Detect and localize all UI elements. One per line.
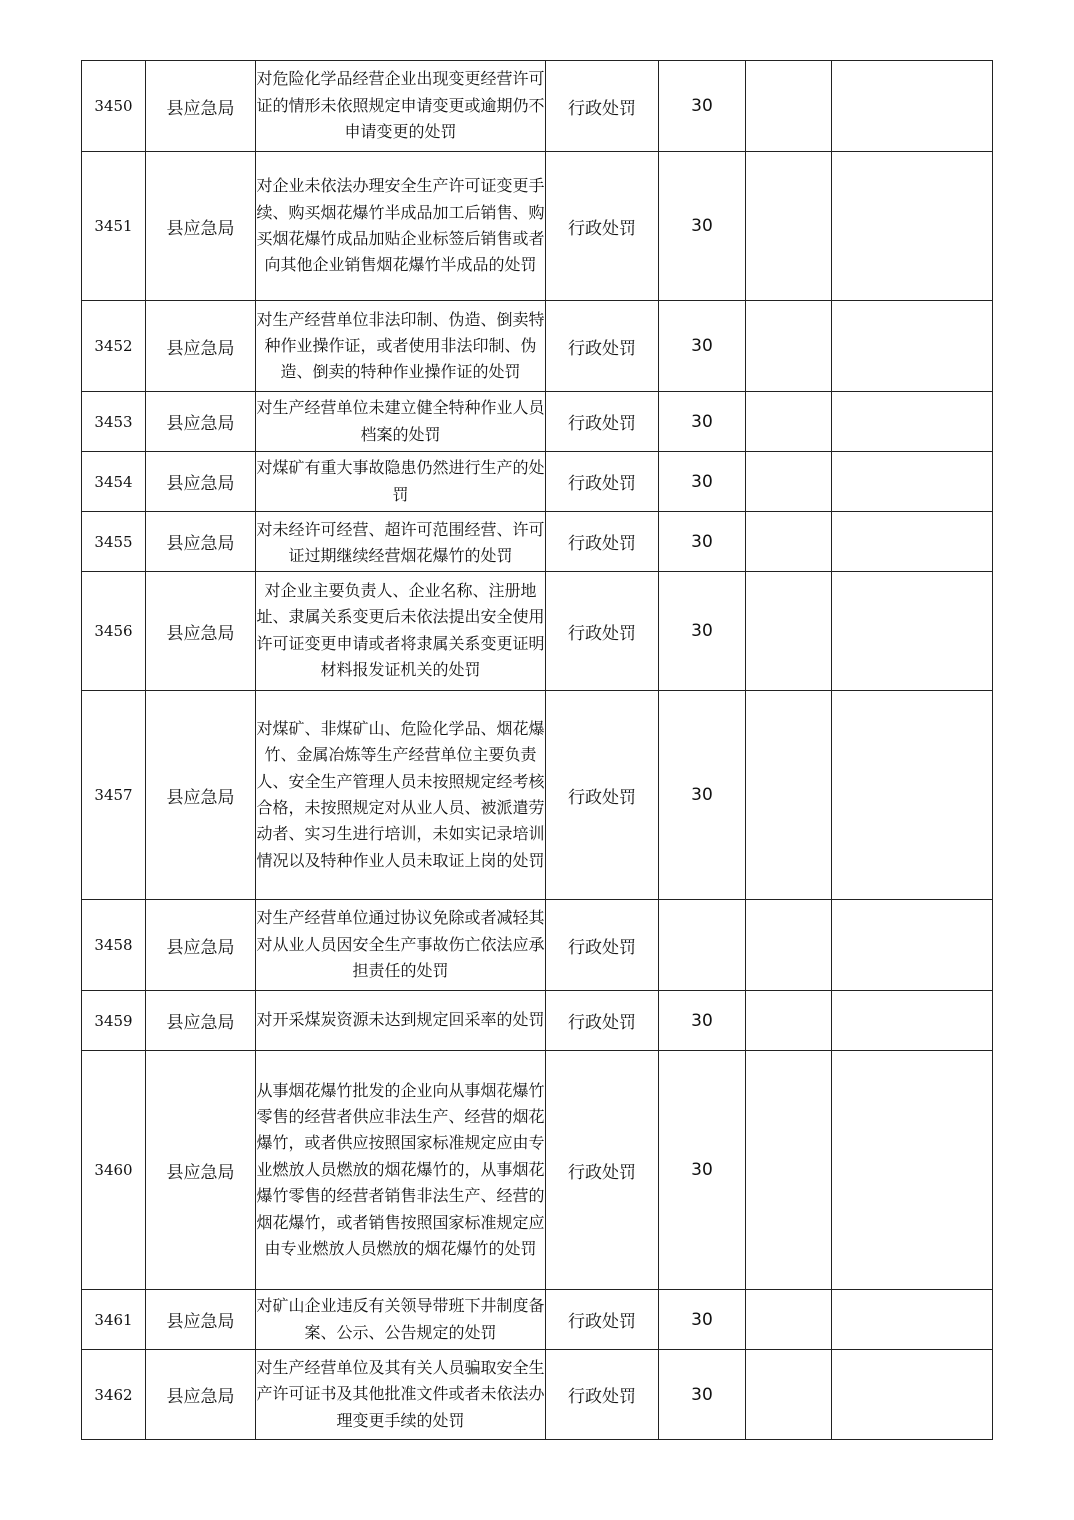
row-blank-cell — [832, 900, 993, 991]
row-blank-cell — [746, 691, 832, 900]
row-org: 县应急局 — [146, 691, 256, 900]
row-item: 从事烟花爆竹批发的企业向从事烟花爆竹零售的经营者供应非法生产、经营的烟花爆竹，或者供应按照国家标准规定应由专业燃放人员燃放的烟花爆竹的，从事烟花爆竹零售的经营者销售非法生产、经营的烟花爆竹，或者销售按照国家标准规定应由专业燃放人员燃放的烟花爆竹的处罚 — [256, 1051, 546, 1290]
row-blank-cell — [832, 301, 993, 392]
row-org: 县应急局 — [146, 572, 256, 691]
row-days: 30 — [659, 152, 746, 301]
row-item-text: 对未经许可经营、超许可范围经营、许可证过期继续经营烟花爆竹的处罚 — [256, 519, 545, 565]
row-days: 30 — [659, 512, 746, 572]
row-org: 县应急局 — [146, 392, 256, 452]
row-item: 对生产经营单位及其有关人员骗取安全生产许可证书及其他批准文件或者未依法办理变更手续的处罚 — [256, 1350, 546, 1440]
row-item: 对生产经营单位通过协议免除或者减轻其对从业人员因安全生产事故伤亡依法应承担责任的处罚 — [256, 900, 546, 991]
row-blank-cell — [746, 991, 832, 1051]
row-item-text: 对生产经营单位非法印制、伪造、倒卖特种作业操作证，或者使用非法印制、伪造、倒卖的特种作业操作证的处罚 — [256, 309, 545, 382]
row-blank-cell — [746, 1051, 832, 1290]
row-days — [659, 900, 746, 991]
row-blank-cell — [832, 572, 993, 691]
row-blank-cell — [832, 512, 993, 572]
table-row — [82, 512, 993, 572]
row-org: 县应急局 — [146, 152, 256, 301]
row-number: 3460 — [82, 1051, 146, 1290]
table-row — [82, 452, 993, 512]
row-days: 30 — [659, 1051, 746, 1290]
table-row — [82, 392, 993, 452]
row-blank-cell — [832, 392, 993, 452]
row-org: 县应急局 — [146, 301, 256, 392]
row-type: 行政处罚 — [546, 691, 659, 900]
row-item: 对矿山企业违反有关领导带班下井制度备案、公示、公告规定的处罚 — [256, 1290, 546, 1350]
row-blank-cell — [832, 1350, 993, 1440]
row-item: 对煤矿有重大事故隐患仍然进行生产的处罚 — [256, 452, 546, 512]
row-type: 行政处罚 — [546, 61, 659, 152]
table-row — [82, 1350, 993, 1440]
row-number: 3456 — [82, 572, 146, 691]
row-number: 3461 — [82, 1290, 146, 1350]
row-blank-cell — [832, 1051, 993, 1290]
row-type: 行政处罚 — [546, 991, 659, 1051]
row-type: 行政处罚 — [546, 301, 659, 392]
row-number: 3459 — [82, 991, 146, 1051]
row-blank-cell — [746, 61, 832, 152]
table-row — [82, 152, 993, 301]
row-item — [256, 512, 546, 572]
row-blank-cell — [832, 1290, 993, 1350]
row-type: 行政处罚 — [546, 512, 659, 572]
row-days: 30 — [659, 452, 746, 512]
row-item: 对生产经营单位未建立健全特种作业人员档案的处罚 — [256, 392, 546, 452]
row-org: 县应急局 — [146, 900, 256, 991]
row-days: 30 — [659, 1350, 746, 1440]
row-blank-cell — [746, 452, 832, 512]
row-item: 对企业未依法办理安全生产许可证变更手续、购买烟花爆竹半成品加工后销售、购买烟花爆竹成品加贴企业标签后销售或者向其他企业销售烟花爆竹半成品的处罚 — [256, 152, 546, 301]
row-org: 县应急局 — [146, 991, 256, 1051]
row-blank-cell — [832, 991, 993, 1051]
row-days: 30 — [659, 691, 746, 900]
row-number: 3450 — [82, 61, 146, 152]
row-type: 行政处罚 — [546, 1350, 659, 1440]
table-row — [82, 1051, 993, 1290]
table-row — [82, 691, 993, 900]
row-days: 30 — [659, 1290, 746, 1350]
row-item — [256, 572, 546, 691]
table-row — [82, 991, 993, 1051]
row-type: 行政处罚 — [546, 1290, 659, 1350]
row-org: 县应急局 — [146, 1350, 256, 1440]
row-blank-cell — [746, 1290, 832, 1350]
row-item: 对开采煤炭资源未达到规定回采率的处罚 — [256, 991, 546, 1051]
row-type: 行政处罚 — [546, 452, 659, 512]
table-row — [82, 1290, 993, 1350]
row-blank-cell — [832, 61, 993, 152]
row-org: 县应急局 — [146, 512, 256, 572]
row-type: 行政处罚 — [546, 1051, 659, 1290]
row-number: 3455 — [82, 512, 146, 572]
row-days: 30 — [659, 572, 746, 691]
table-row — [82, 900, 993, 991]
row-type: 行政处罚 — [546, 572, 659, 691]
row-item-text: 对企业主要负责人、企业名称、注册地址、隶属关系变更后未依法提出安全使用许可证变更申请或者将隶属关系变更证明材料报发证机关的处罚 — [256, 581, 545, 680]
row-org: 县应急局 — [146, 452, 256, 512]
table-row — [82, 572, 993, 691]
row-blank-cell — [746, 1350, 832, 1440]
row-number: 3457 — [82, 691, 146, 900]
row-blank-cell — [746, 392, 832, 452]
row-days: 30 — [659, 61, 746, 152]
row-blank-cell — [832, 452, 993, 512]
row-item: 对煤矿、非煤矿山、危险化学品、烟花爆竹、金属冶炼等生产经营单位主要负责人、安全生产管理人员未按照规定经考核合格，未按照规定对从业人员、被派遣劳动者、实习生进行培训，未如实记录培训情况以及特种作业人员未取证上岗的处罚 — [256, 691, 546, 900]
row-blank-cell — [746, 152, 832, 301]
row-org: 县应急局 — [146, 1051, 256, 1290]
row-blank-cell — [746, 572, 832, 691]
row-type: 行政处罚 — [546, 900, 659, 991]
row-org: 县应急局 — [146, 61, 256, 152]
row-number: 3453 — [82, 392, 146, 452]
row-item — [256, 301, 546, 392]
row-days: 30 — [659, 301, 746, 392]
table-row — [82, 61, 993, 152]
row-number: 3452 — [82, 301, 146, 392]
table-row — [82, 301, 993, 392]
row-type: 行政处罚 — [546, 392, 659, 452]
row-number: 3454 — [82, 452, 146, 512]
row-number: 3451 — [82, 152, 146, 301]
row-number: 3458 — [82, 900, 146, 991]
row-item: 对危险化学品经营企业出现变更经营许可证的情形未依照规定申请变更或逾期仍不申请变更的处罚 — [256, 61, 546, 152]
row-type: 行政处罚 — [546, 152, 659, 301]
row-days: 30 — [659, 991, 746, 1051]
row-blank-cell — [746, 900, 832, 991]
row-org: 县应急局 — [146, 1290, 256, 1350]
row-blank-cell — [746, 512, 832, 572]
row-blank-cell — [832, 691, 993, 900]
row-number: 3462 — [82, 1350, 146, 1440]
row-blank-cell — [832, 152, 993, 301]
items-table — [81, 60, 993, 1440]
row-days: 30 — [659, 392, 746, 452]
row-blank-cell — [746, 301, 832, 392]
